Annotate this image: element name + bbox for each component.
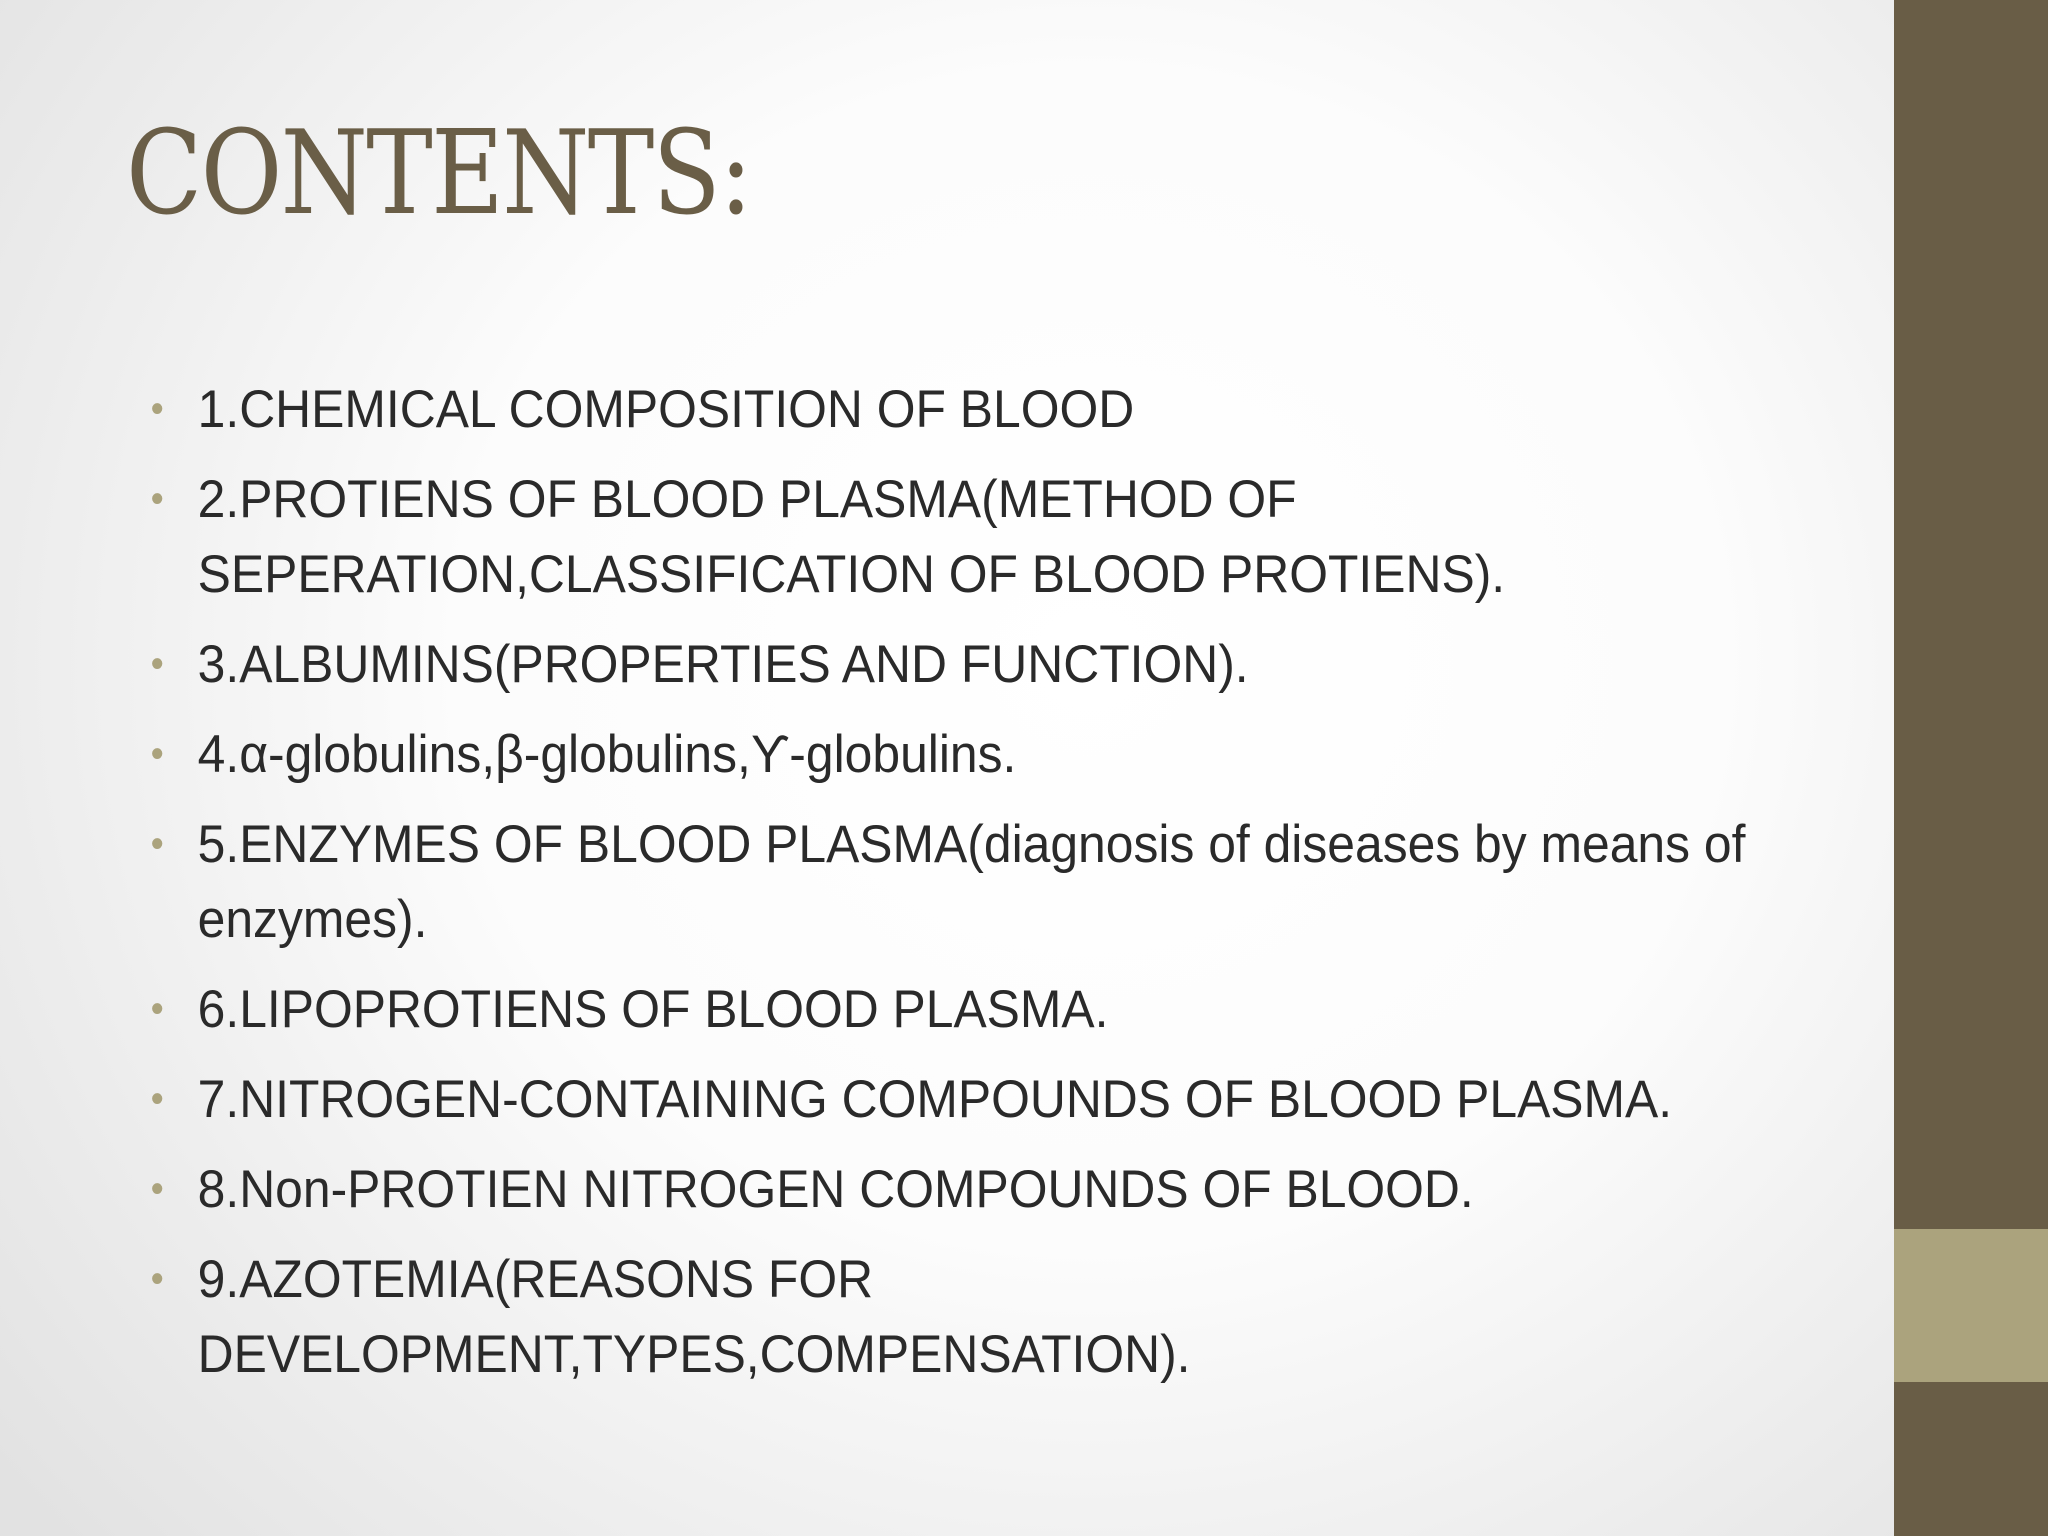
contents-item [145, 807, 1762, 957]
contents-item-text: 5.ENZYMES OF BLOOD PLASMA(diagnosis of diseases by means of enzymes). [197, 815, 1746, 949]
contents-item [145, 462, 1762, 612]
contents-item [145, 972, 1762, 1047]
contents-item [145, 717, 1762, 792]
contents-item [145, 1152, 1762, 1227]
bullet-icon: • [150, 822, 164, 866]
side-bar-accent-decoration [1894, 1229, 2048, 1382]
contents-item-text: 2.PROTIENS OF BLOOD PLASMA(METHOD OF SEPERATION,CLASSIFICATION OF BLOOD PROTIENS). [197, 470, 1506, 604]
bullet-icon: • [150, 987, 164, 1031]
contents-item-text: 1.CHEMICAL COMPOSITION OF BLOOD [197, 380, 1135, 439]
bullet-icon: • [150, 642, 164, 686]
contents-item-text: 7.NITROGEN-CONTAINING COMPOUNDS OF BLOOD PLASMA. [197, 1070, 1673, 1129]
contents-item [145, 1242, 1762, 1392]
bullet-icon: • [150, 1257, 164, 1301]
contents-item-text: 9.AZOTEMIA(REASONS FOR DEVELOPMENT,TYPES,COMPENSATION). [197, 1250, 1191, 1384]
contents-item [145, 627, 1762, 702]
bullet-icon: • [150, 732, 164, 776]
contents-item-text: 4.α-globulins,β-globulins,ϒ-globulins. [197, 725, 1017, 784]
contents-item [145, 372, 1762, 447]
contents-item [145, 1062, 1762, 1137]
bullet-icon: • [150, 387, 164, 431]
bullet-icon: • [150, 477, 164, 521]
contents-item-text: 3.ALBUMINS(PROPERTIES AND FUNCTION). [197, 635, 1249, 694]
contents-list [145, 372, 1865, 1407]
slide-title: CONTENTS: [126, 106, 752, 241]
contents-item-text: 8.Non-PROTIEN NITROGEN COMPOUNDS OF BLOOD. [197, 1160, 1474, 1219]
bullet-icon: • [150, 1167, 164, 1211]
bullet-icon: • [150, 1077, 164, 1121]
contents-item-text: 6.LIPOPROTIENS OF BLOOD PLASMA. [197, 980, 1109, 1039]
